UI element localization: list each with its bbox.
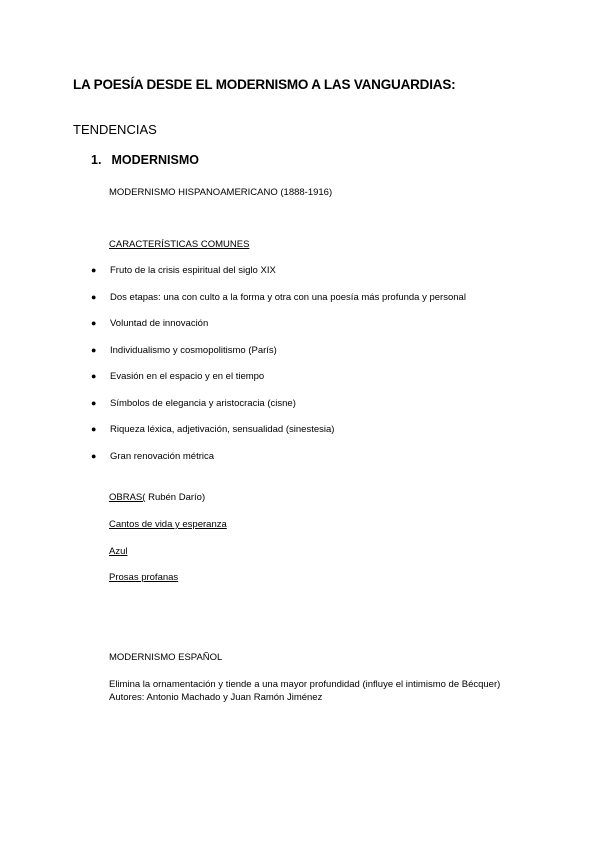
work-title: Azul bbox=[109, 546, 128, 557]
work-title: Prosas profanas bbox=[109, 572, 179, 583]
characteristics-label: CARACTERÍSTICAS COMUNES bbox=[109, 239, 250, 250]
bullet-icon: ● bbox=[91, 291, 97, 302]
list-item: ● Fruto de la crisis espiritual del siglo XIX bbox=[91, 265, 276, 276]
list-item: ● Voluntad de innovación bbox=[91, 318, 209, 329]
bullet-icon: ● bbox=[91, 318, 97, 328]
section-label: TENDENCIAS bbox=[73, 122, 157, 137]
list-item: ● Individualismo y cosmopolitismo (París) bbox=[91, 344, 277, 356]
bullet-icon: ● bbox=[91, 450, 97, 461]
heading-number: 1. bbox=[91, 153, 102, 167]
list-item: ● Símbolos de elegancia y aristocracia (cisne) bbox=[91, 397, 296, 409]
list-item: ● Gran renovación métrica bbox=[91, 450, 215, 462]
characteristics-list bbox=[91, 265, 571, 477]
works-label: OBRAS( bbox=[109, 492, 146, 503]
works-author: Rubén Darío) bbox=[145, 492, 206, 503]
list-item: ● Evasión en el espacio y en el tiempo bbox=[91, 371, 265, 382]
heading-text: MODERNISMO bbox=[111, 153, 199, 167]
bullet-icon: ● bbox=[91, 371, 97, 381]
list-item: ● Dos etapas: una con culto a la forma y otra con una poesía más profunda y personal bbox=[91, 291, 466, 303]
bullet-icon: ● bbox=[91, 397, 97, 408]
work-title: Cantos de vida y esperanza bbox=[109, 519, 227, 530]
bullet-icon: ● bbox=[91, 265, 97, 275]
bullet-icon: ● bbox=[91, 344, 97, 355]
spanish-modernism-description: Elimina la ornamentación y tiende a una mayor profundidad (influye el intimismo de Bécquer) bbox=[109, 679, 501, 690]
spanish-modernism-authors: Autores: Antonio Machado y Juan Ramón Jiménez bbox=[109, 692, 323, 703]
bullet-icon: ● bbox=[91, 424, 97, 434]
spanish-modernism-heading: MODERNISMO ESPAÑOL bbox=[109, 652, 223, 663]
works-heading bbox=[109, 492, 205, 503]
document-title: LA POESÍA DESDE EL MODERNISMO A LAS VANGUARDIAS: bbox=[73, 77, 456, 92]
subheading-hispanoamericano: MODERNISMO HISPANOAMERICANO (1888-1916) bbox=[109, 187, 333, 198]
list-item: ● Riqueza léxica, adjetivación, sensualidad (sinestesia) bbox=[91, 424, 335, 435]
heading-modernismo bbox=[91, 153, 199, 167]
